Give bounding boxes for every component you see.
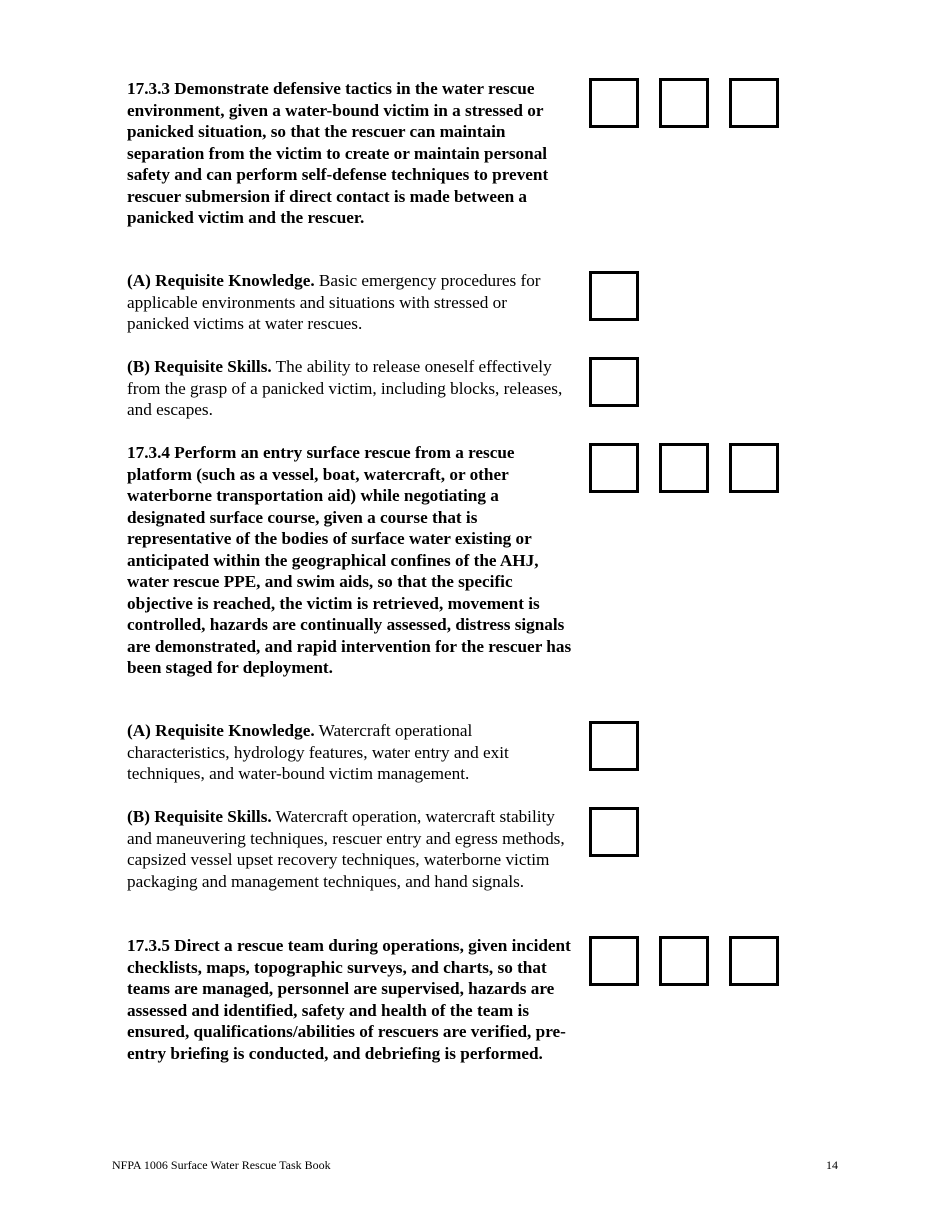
requisite-knowledge-17-3-4 (127, 720, 572, 785)
requisite-skills-text: The ability to release oneself effectively from the grasp of a panicked victim, including blocks, releases, and escapes. (127, 357, 563, 419)
checkbox-17-3-5-1[interactable] (589, 936, 639, 986)
requisite-skills-label: (B) Requisite Skills. (127, 807, 272, 826)
requisite-skills-17-3-4 (127, 806, 572, 892)
section-17-3-5-title: 17.3.5 Direct a rescue team during operations, given incident checklists, maps, topographic surveys, and charts, so that teams are managed, personnel are supervised, hazards are assessed and identified, safety and health of the team is ensured, qualifications/abilities of rescuers are verified, pre-entry briefing is conducted, and debriefing is performed. (127, 936, 571, 1063)
requisite-knowledge-17-3-3 (127, 270, 572, 335)
checkbox-17-3-4-3[interactable] (729, 443, 779, 493)
page-number: 14 (826, 1158, 838, 1172)
checkbox-17-3-4-1[interactable] (589, 443, 639, 493)
checkbox-17-3-5-2[interactable] (659, 936, 709, 986)
checkbox-17-3-3-knowledge[interactable] (589, 271, 639, 321)
requisite-skills-label: (B) Requisite Skills. (127, 357, 272, 376)
requisite-knowledge-text: Watercraft operational characteristics, hydrology features, water entry and exit techniques, and water-bound victim management. (127, 721, 509, 783)
requisite-skills-17-3-3 (127, 356, 572, 421)
requisite-skills-text: Watercraft operation, watercraft stability and maneuvering techniques, rescuer entry and egress methods, capsized vessel upset recovery techniques, waterborne victim packaging and management techniques, and hand signals. (127, 807, 565, 891)
requisite-knowledge-label: (A) Requisite Knowledge. (127, 721, 315, 740)
checkbox-17-3-3-3[interactable] (729, 78, 779, 128)
footer-title: NFPA 1006 Surface Water Rescue Task Book (112, 1158, 331, 1172)
checkbox-17-3-4-knowledge[interactable] (589, 721, 639, 771)
requisite-knowledge-text: Basic emergency procedures for applicable environments and situations with stressed or panicked victims at water rescues. (127, 271, 541, 333)
checkbox-17-3-3-2[interactable] (659, 78, 709, 128)
checkbox-17-3-4-skills[interactable] (589, 807, 639, 857)
checkbox-17-3-3-1[interactable] (589, 78, 639, 128)
requisite-knowledge-label: (A) Requisite Knowledge. (127, 271, 315, 290)
checkbox-17-3-3-skills[interactable] (589, 357, 639, 407)
checkbox-17-3-5-3[interactable] (729, 936, 779, 986)
section-17-3-4-title: 17.3.4 Perform an entry surface rescue from a rescue platform (such as a vessel, boat, watercraft, or other waterborne transportation aid) while negotiating a designated surface course, given a course that is representative of the bodies of surface water existing or anticipated within the geographical confines of the AHJ, water rescue PPE, and swim aids, so that the specific objective is reached, the victim is retrieved, movement is controlled, hazards are continually assessed, distress signals are demonstrated, and rapid intervention for the rescuer has been staged for deployment. (127, 443, 572, 677)
checkbox-17-3-4-2[interactable] (659, 443, 709, 493)
section-17-3-3-title: 17.3.3 Demonstrate defensive tactics in the water rescue environment, given a water-bound victim in a stressed or panicked situation, so that the rescuer can maintain separation from the victim to create or maintain personal safety and can perform self-defense techniques to prevent rescuer submersion if direct contact is made between a panicked victim and the rescuer. (127, 79, 549, 227)
